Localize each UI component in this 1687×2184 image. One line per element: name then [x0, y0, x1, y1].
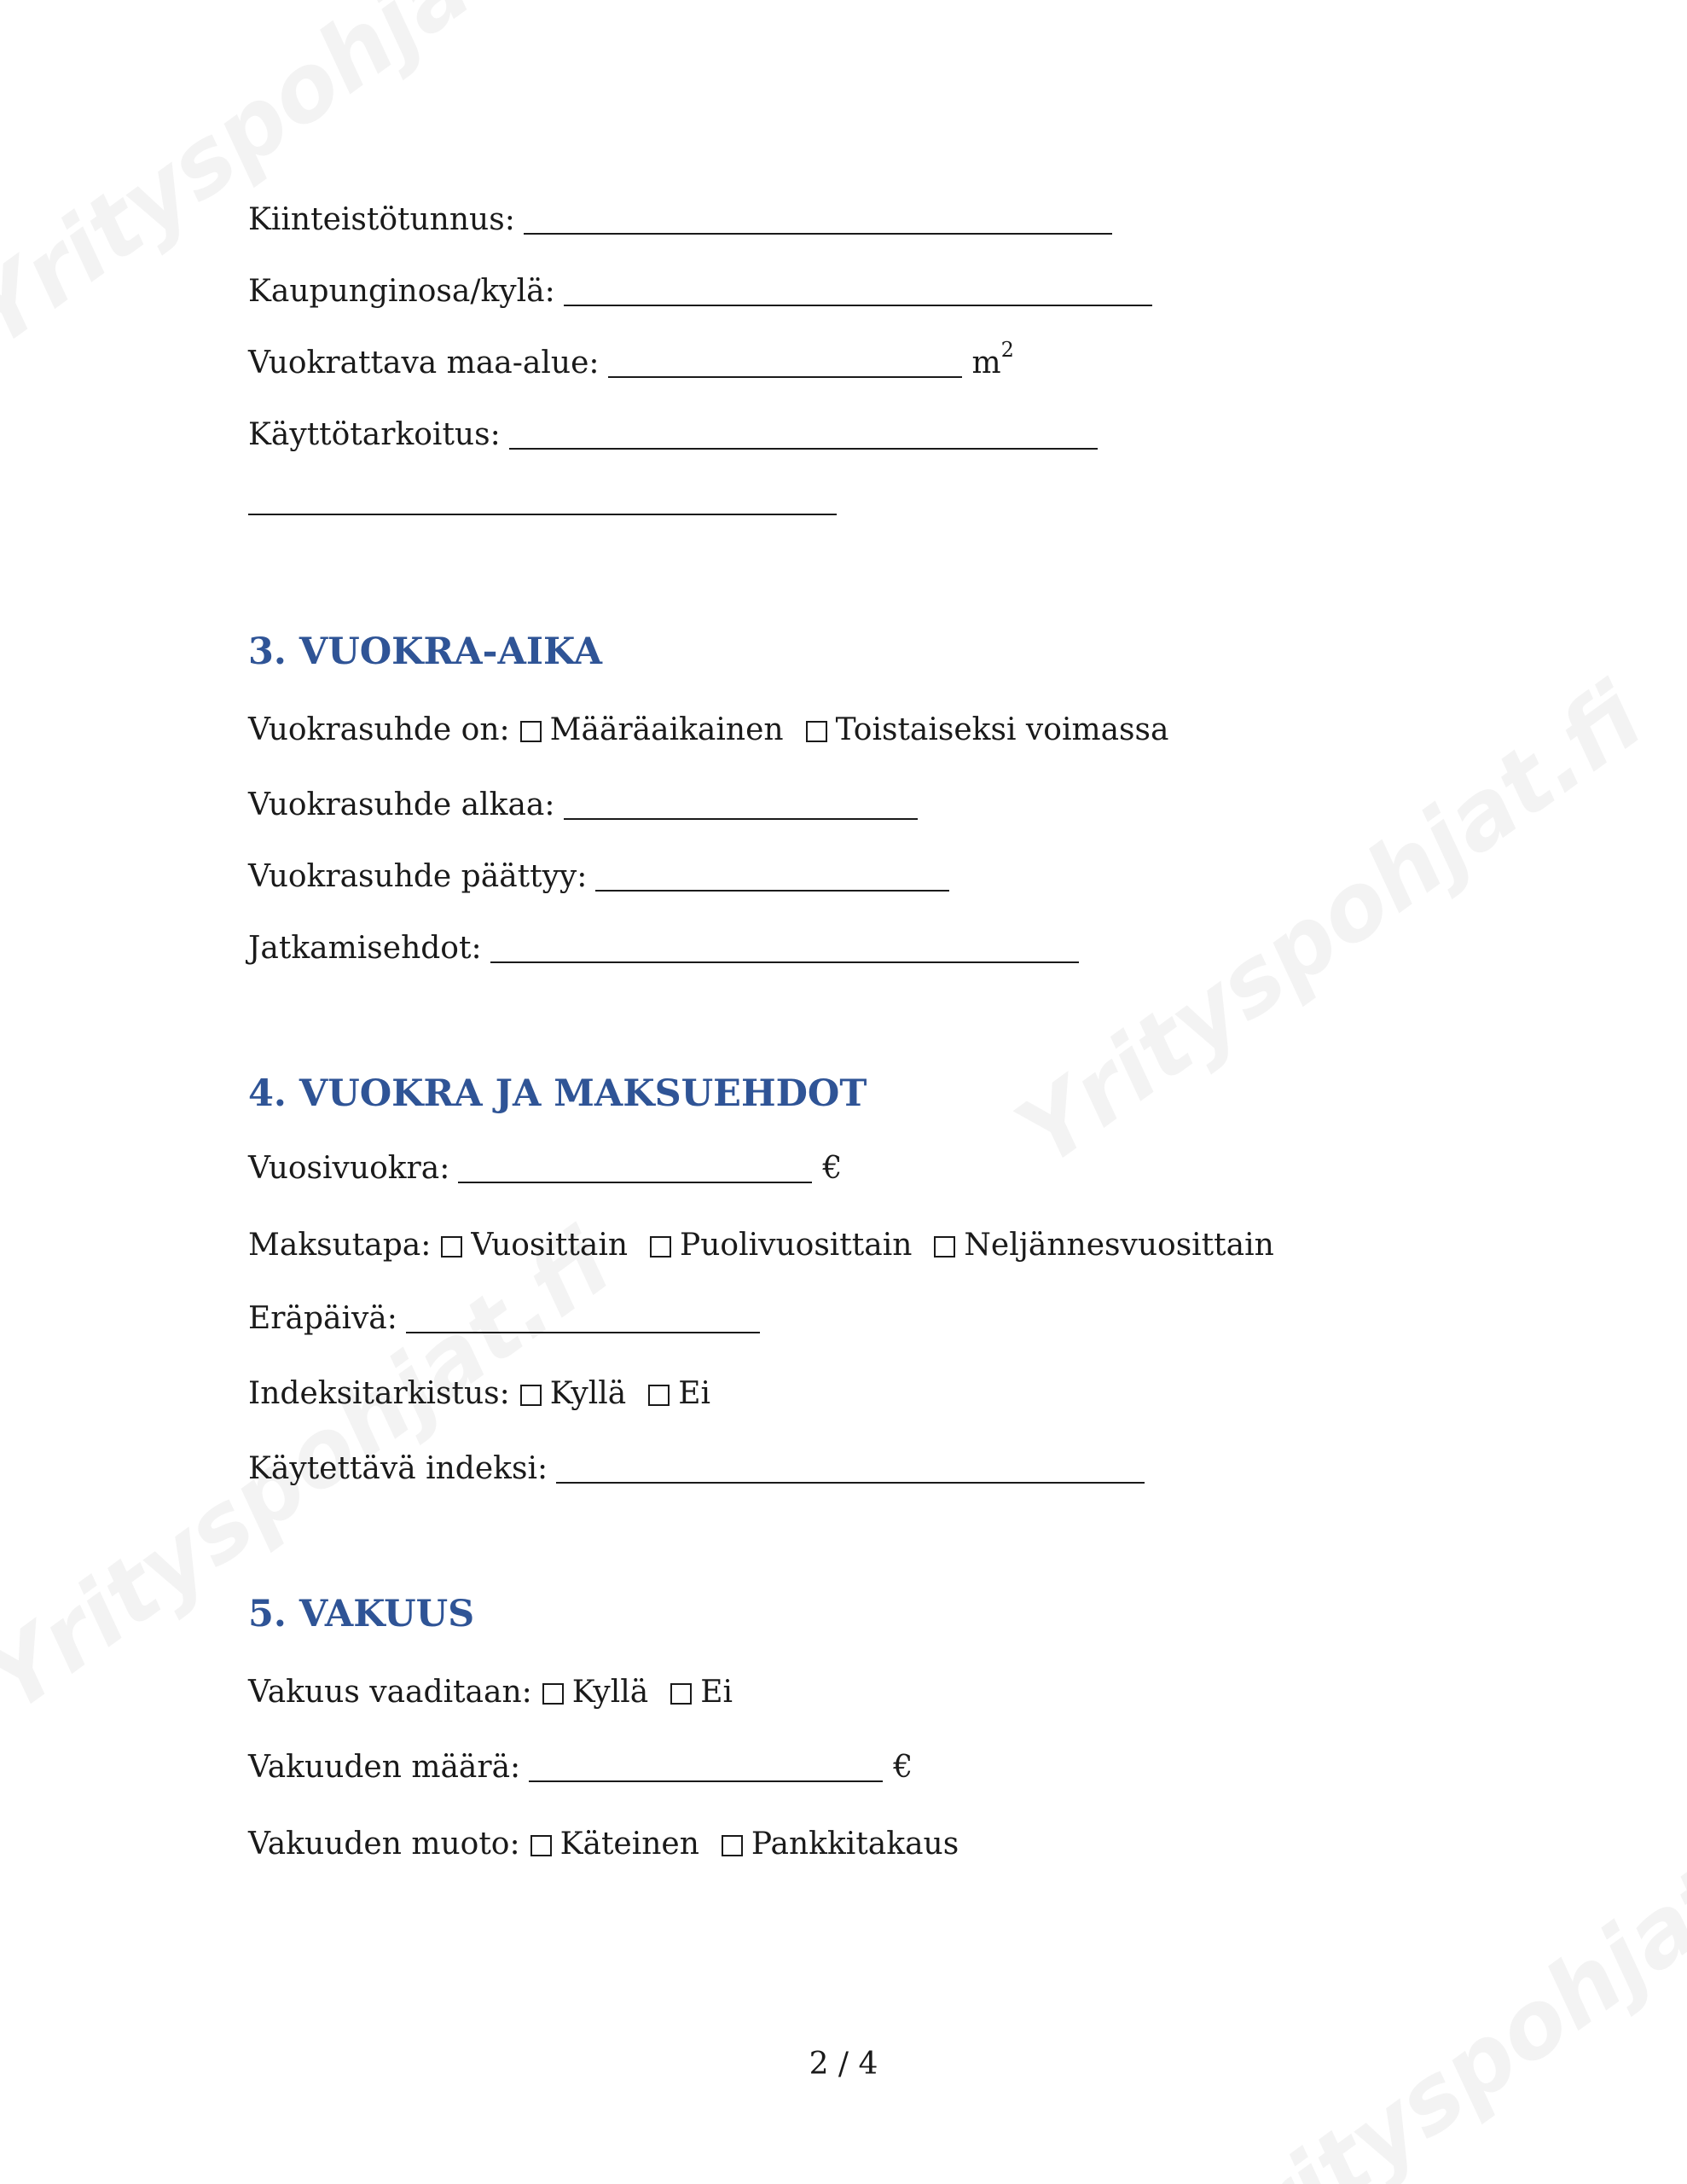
- checkbox-label: Määräaikainen: [549, 712, 784, 747]
- checkbox-icon: [441, 1236, 462, 1258]
- checkbox-indefinite[interactable]: [806, 712, 1169, 749]
- field-payment-method: [248, 1227, 1274, 1264]
- checkbox-label: Puolivuosittain: [680, 1228, 913, 1263]
- checkbox-icon: [530, 1835, 552, 1856]
- field-end-date: [248, 858, 949, 896]
- checkbox-quarterly[interactable]: [934, 1227, 1273, 1264]
- page-number: 2 / 4: [809, 2047, 878, 2082]
- field-index-check: [248, 1375, 710, 1413]
- checkbox-icon: [542, 1683, 564, 1705]
- checkbox-label: Ei: [700, 1675, 733, 1710]
- watermark: [0, 0, 612, 368]
- field-label: Vuokrasuhde alkaa:: [248, 787, 555, 822]
- checkbox-security-no[interactable]: [670, 1674, 733, 1711]
- checkbox-icon: [520, 1385, 542, 1406]
- index-used-blank[interactable]: [556, 1451, 1145, 1484]
- checkbox-label: Toistaiseksi voimassa: [835, 712, 1169, 747]
- land-area-blank[interactable]: [608, 346, 962, 378]
- section-heading-rent-period: 3. VUOKRA-AIKA: [248, 630, 602, 673]
- watermark: [1177, 1781, 1687, 2184]
- currency-symbol: €: [822, 1151, 843, 1186]
- checkbox-label: Kyllä: [549, 1376, 627, 1411]
- purpose-blank[interactable]: [509, 417, 1098, 450]
- checkbox-bank-guarantee[interactable]: [722, 1826, 959, 1863]
- checkbox-label: Kyllä: [571, 1675, 649, 1710]
- section-heading-security: 5. VAKUUS: [248, 1593, 475, 1635]
- checkbox-yearly[interactable]: [441, 1227, 628, 1264]
- checkbox-label: Käteinen: [559, 1827, 699, 1862]
- field-security-amount: [248, 1749, 913, 1786]
- checkbox-icon: [520, 721, 542, 742]
- field-label: Maksutapa:: [248, 1228, 432, 1263]
- field-start-date: [248, 787, 918, 824]
- currency-symbol: €: [893, 1750, 913, 1785]
- checkbox-security-yes[interactable]: [542, 1674, 648, 1711]
- field-label: Kiinteistötunnus:: [248, 202, 515, 237]
- checkbox-icon: [722, 1835, 743, 1856]
- field-security-required: [248, 1674, 733, 1711]
- field-due-date: [248, 1300, 760, 1338]
- purpose-continued-blank[interactable]: [248, 483, 837, 515]
- field-property-id: [248, 201, 1112, 239]
- checkbox-label: Pankkitakaus: [751, 1827, 959, 1862]
- field-label: Indeksitarkistus:: [248, 1376, 510, 1411]
- field-purpose-continued: [248, 483, 837, 520]
- field-purpose: [248, 416, 1098, 454]
- field-security-form: [248, 1826, 959, 1863]
- field-label: Vakuus vaaditaan:: [248, 1675, 532, 1710]
- end-date-blank[interactable]: [595, 859, 949, 892]
- checkbox-label: Vuosittain: [471, 1228, 629, 1263]
- checkbox-icon: [648, 1385, 670, 1406]
- field-label: Eräpäivä:: [248, 1301, 397, 1336]
- field-label: Vuokrattava maa-alue:: [248, 346, 600, 380]
- checkbox-index-yes[interactable]: [520, 1375, 626, 1413]
- extension-blank[interactable]: [490, 931, 1079, 963]
- checkbox-icon: [934, 1236, 955, 1258]
- checkbox-half-yearly[interactable]: [650, 1227, 912, 1264]
- field-land-area: [248, 338, 1014, 382]
- checkbox-label: Neljännesvuosittain: [964, 1228, 1274, 1263]
- field-label: Käyttötarkoitus:: [248, 417, 501, 452]
- field-label: Kaupunginosa/kylä:: [248, 274, 555, 309]
- start-date-blank[interactable]: [564, 787, 918, 820]
- checkbox-icon: [650, 1236, 671, 1258]
- checkbox-index-no[interactable]: [648, 1375, 710, 1413]
- due-date-blank[interactable]: [406, 1301, 760, 1333]
- field-annual-rent: [248, 1150, 842, 1188]
- field-label: Vuosivuokra:: [248, 1151, 450, 1186]
- field-relation-type: [248, 712, 1168, 749]
- field-label: Vakuuden muoto:: [248, 1827, 520, 1862]
- field-district: [248, 273, 1152, 311]
- checkbox-icon: [806, 721, 827, 742]
- annual-rent-blank[interactable]: [458, 1151, 812, 1183]
- checkbox-cash[interactable]: [530, 1826, 699, 1863]
- district-blank[interactable]: [564, 274, 1152, 306]
- checkbox-label: Ei: [678, 1376, 710, 1411]
- checkbox-fixed-term[interactable]: [520, 712, 784, 749]
- field-label: Jatkamisehdot:: [248, 931, 482, 966]
- field-index-used: [248, 1450, 1145, 1488]
- section-heading-rent-payment: 4. VUOKRA JA MAKSUEHDOT: [248, 1072, 867, 1115]
- field-label: Vuokrasuhde on:: [248, 712, 510, 747]
- security-amount-blank[interactable]: [529, 1750, 883, 1782]
- field-label: Käytettävä indeksi:: [248, 1451, 548, 1486]
- area-unit: $m^2$: [971, 338, 1014, 380]
- field-label: Vuokrasuhde päättyy:: [248, 859, 588, 894]
- checkbox-icon: [670, 1683, 692, 1705]
- field-extension: [248, 930, 1079, 967]
- field-label: Vakuuden määrä:: [248, 1750, 521, 1785]
- property-id-blank[interactable]: [524, 202, 1112, 235]
